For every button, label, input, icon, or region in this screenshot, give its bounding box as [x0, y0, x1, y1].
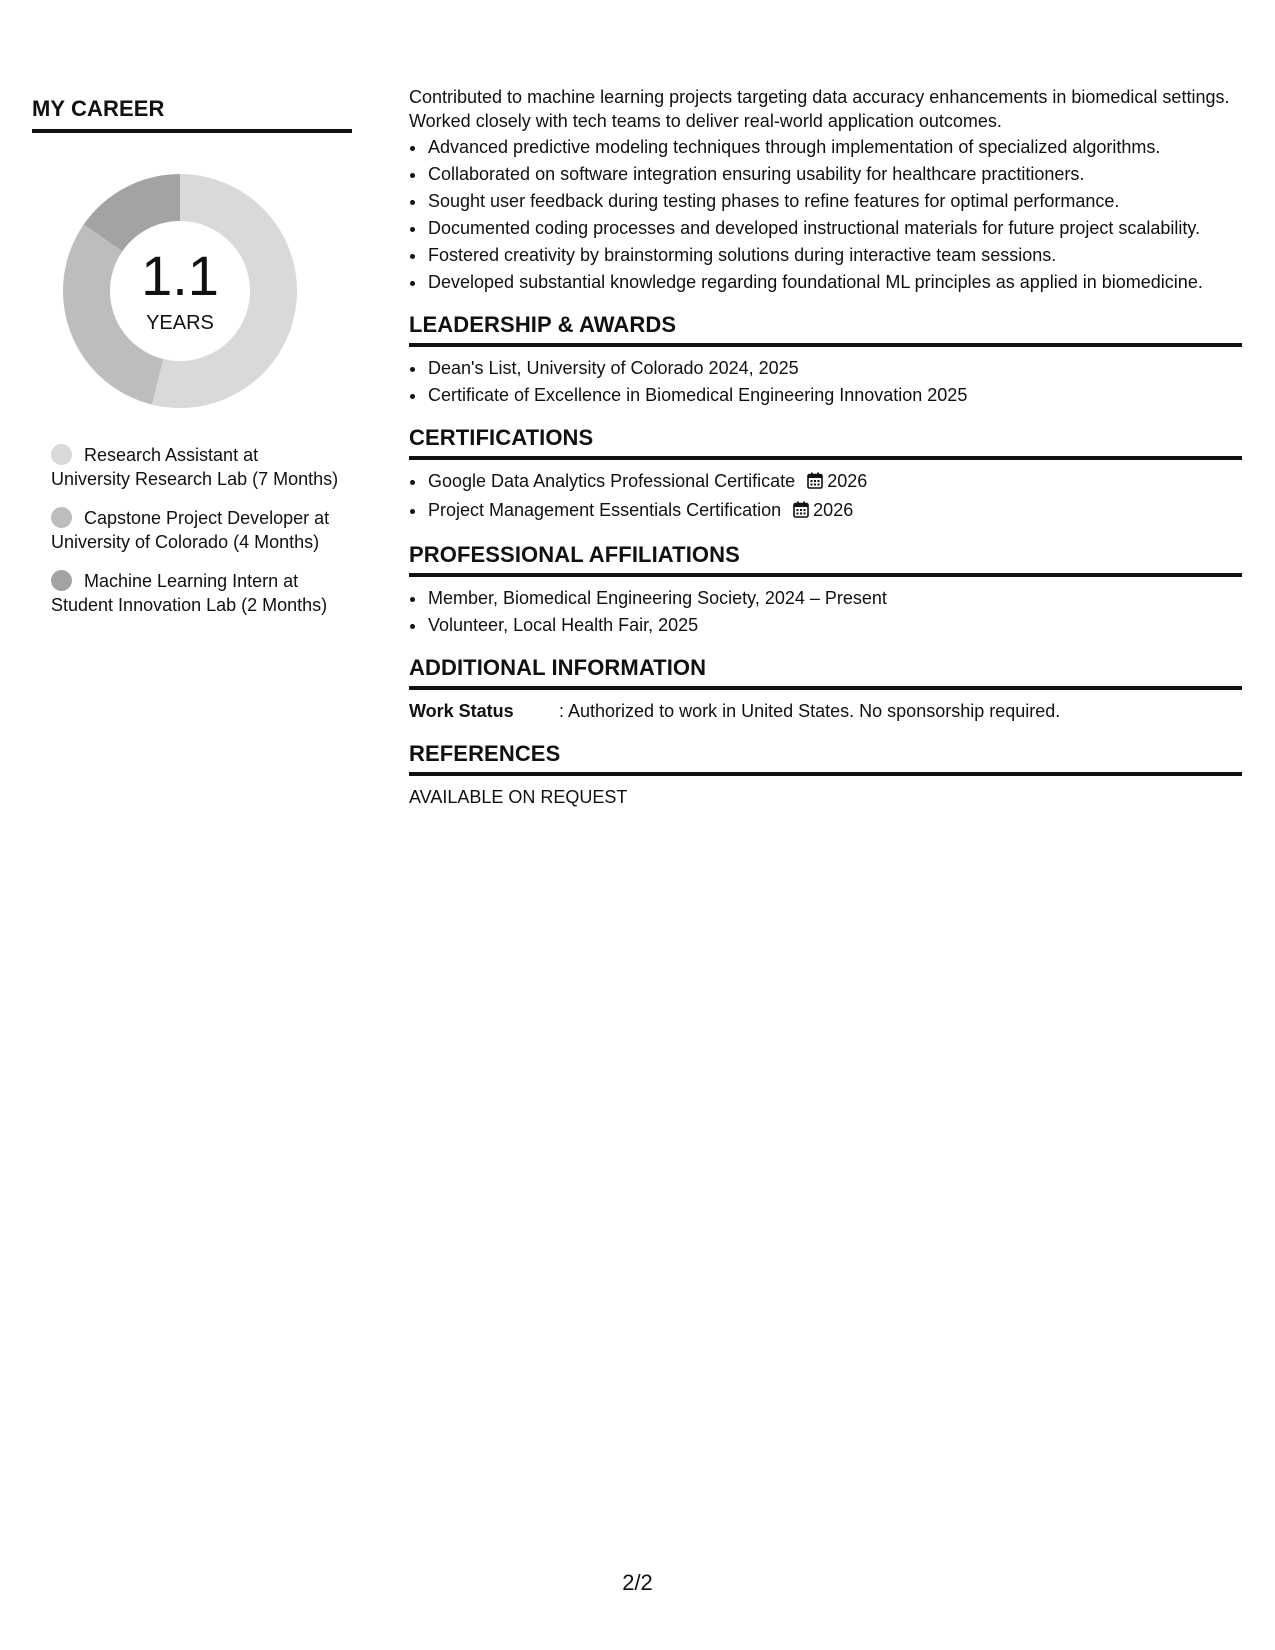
work-status-label: Work Status: [409, 701, 514, 721]
leadership-section: [409, 312, 1242, 407]
experience-bullet: • Advanced predictive modeling techniques through implementation of specialized algorithms.: [427, 135, 1242, 159]
certification-name: Google Data Analytics Professional Certificate: [428, 471, 796, 491]
donut-center: [55, 166, 305, 416]
experience-bullet: • Fostered creativity by brainstorming solutions during interactive team sessions.: [427, 243, 1242, 267]
career-legend: [51, 443, 341, 617]
experience-bullet: • Collaborated on software integration ensuring usability for healthcare practitioners.: [427, 162, 1242, 186]
page-number: 2/2: [622, 1570, 653, 1595]
certification-item: [427, 469, 1242, 495]
references-title: REFERENCES: [409, 741, 1242, 776]
legend-label: Capstone Project Developer at University of Colorado (4 Months): [51, 508, 330, 552]
experience-summary: Contributed to machine learning projects targeting data accuracy enhancements in biomedical settings. Worked closely with tech teams to deliver real-world application outcomes.: [409, 87, 1230, 131]
calendar-icon: [807, 471, 823, 495]
certifications-section: [409, 425, 1242, 524]
affiliations-list: [409, 586, 1242, 637]
legend-dot-1: [51, 444, 72, 465]
affiliations-section: [409, 542, 1242, 637]
legend-item: [51, 569, 341, 617]
leadership-title: LEADERSHIP & AWARDS: [409, 312, 1242, 347]
experience-bullet: • Documented coding processes and developed instructional materials for future project scalability.: [427, 216, 1242, 240]
references-section: [409, 741, 1242, 809]
main-column: [409, 85, 1242, 809]
work-status-row: [409, 699, 1242, 723]
references-text: AVAILABLE ON REQUEST: [409, 787, 628, 807]
certifications-list: [409, 469, 1242, 524]
additional-title: ADDITIONAL INFORMATION: [409, 655, 1242, 690]
certifications-title: CERTIFICATIONS: [409, 425, 1242, 460]
affiliation-item: • Volunteer, Local Health Fair, 2025: [427, 613, 1242, 637]
leadership-item: • Dean's List, University of Colorado 2024, 2025: [427, 356, 1242, 380]
leadership-item: • Certificate of Excellence in Biomedical Engineering Innovation 2025: [427, 383, 1242, 407]
work-status-value: : Authorized to work in United States. No sponsorship required.: [559, 701, 1061, 721]
experience-bullet: • Sought user feedback during testing phases to refine features for optimal performance.: [427, 189, 1242, 213]
experience-bullets: [409, 135, 1242, 294]
career-title: MY CAREER: [32, 96, 352, 133]
legend-label: Machine Learning Intern at Student Innovation Lab (2 Months): [51, 571, 328, 615]
career-total-unit: YEARS: [146, 312, 214, 334]
calendar-icon: [793, 500, 809, 524]
certification-item: [427, 498, 1242, 524]
career-column: [32, 96, 352, 632]
legend-item: [51, 443, 341, 491]
legend-dot-2: [51, 507, 72, 528]
affiliation-item: • Member, Biomedical Engineering Society, 2024 – Present: [427, 586, 1242, 610]
legend-label: Research Assistant at University Research Lab (7 Months): [51, 445, 339, 489]
legend-dot-3: [51, 570, 72, 591]
experience-bullet: • Developed substantial knowledge regarding foundational ML principles as applied in biomedicine.: [427, 270, 1242, 294]
career-donut-chart: [55, 166, 305, 416]
leadership-list: [409, 356, 1242, 407]
certification-year: 2026: [827, 471, 868, 491]
career-total-value: 1.1: [141, 244, 219, 307]
affiliations-title: PROFESSIONAL AFFILIATIONS: [409, 542, 1242, 577]
legend-item: [51, 506, 341, 554]
certification-name: Project Management Essentials Certification: [428, 500, 782, 520]
additional-section: [409, 655, 1242, 723]
certification-year: 2026: [813, 500, 854, 520]
